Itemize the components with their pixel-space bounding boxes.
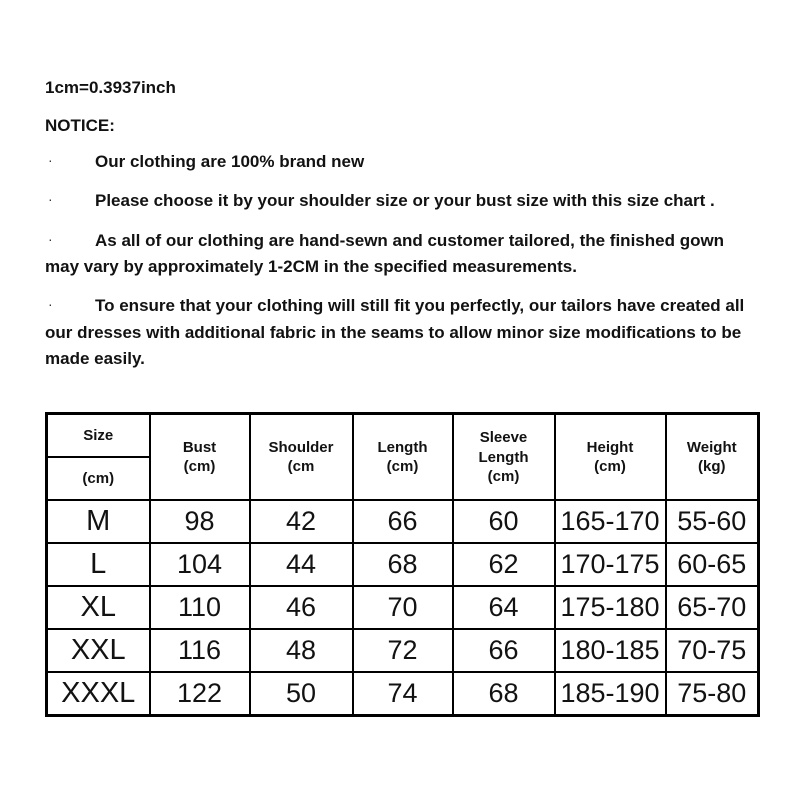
cell-height: 185-190 — [555, 672, 666, 716]
cell-length: 68 — [353, 543, 453, 586]
table-row — [47, 500, 759, 543]
bullet-icon: · — [48, 230, 53, 247]
cell-sleeve: 60 — [453, 500, 555, 543]
notice-title: NOTICE: — [45, 116, 115, 135]
cell-bust: 98 — [150, 500, 250, 543]
bullet-icon: · — [48, 152, 53, 168]
table-header-row — [47, 414, 759, 501]
cell-size: XXL — [47, 629, 150, 672]
cell-sleeve: 62 — [453, 543, 555, 586]
notice-item-text: Please choose it by your shoulder size or your bust size with this size chart . — [95, 191, 715, 211]
cell-weight: 55-60 — [666, 500, 759, 543]
table-row — [47, 586, 759, 629]
column-header-length: Length (cm) — [353, 414, 453, 501]
cell-weight: 75-80 — [666, 672, 759, 716]
conversion-note: 1cm=0.3937inch — [45, 78, 176, 97]
table-row — [47, 629, 759, 672]
cell-size: M — [47, 500, 150, 543]
cell-height: 170-175 — [555, 543, 666, 586]
cell-size: XL — [47, 586, 150, 629]
size-chart-table — [45, 412, 760, 717]
cell-bust: 122 — [150, 672, 250, 716]
notice-item — [45, 293, 758, 372]
column-header-sleeve-length: Sleeve Length (cm) — [453, 414, 555, 501]
cell-sleeve: 66 — [453, 629, 555, 672]
notice-item — [45, 228, 758, 281]
cell-shoulder: 42 — [250, 500, 353, 543]
cell-shoulder: 50 — [250, 672, 353, 716]
cell-bust: 110 — [150, 586, 250, 629]
cell-height: 180-185 — [555, 629, 666, 672]
cell-shoulder: 46 — [250, 586, 353, 629]
column-header-size-label: Size — [48, 415, 149, 458]
bullet-icon: · — [48, 296, 53, 313]
column-header-weight: Weight (kg) — [666, 414, 759, 501]
cell-size: XXXL — [47, 672, 150, 716]
cell-length: 66 — [353, 500, 453, 543]
column-header-height: Height (cm) — [555, 414, 666, 501]
table-row — [47, 543, 759, 586]
cell-height: 165-170 — [555, 500, 666, 543]
column-header-size-unit: (cm) — [82, 470, 115, 488]
column-header-size — [47, 414, 150, 501]
cell-length: 70 — [353, 586, 453, 629]
cell-sleeve: 64 — [453, 586, 555, 629]
cell-size: L — [47, 543, 150, 586]
notice-item-text: As all of our clothing are hand-sewn and customer tailored, the finished gown may vary by approximately 1-2CM in the specified measurements. — [45, 230, 725, 277]
cell-shoulder: 44 — [250, 543, 353, 586]
cell-weight: 65-70 — [666, 586, 759, 629]
cell-length: 74 — [353, 672, 453, 716]
cell-bust: 104 — [150, 543, 250, 586]
column-header-bust: Bust (cm) — [150, 414, 250, 501]
cell-shoulder: 48 — [250, 629, 353, 672]
cell-height: 175-180 — [555, 586, 666, 629]
notice-item — [45, 188, 758, 214]
cell-length: 72 — [353, 629, 453, 672]
cell-sleeve: 68 — [453, 672, 555, 716]
notice-item-text: To ensure that your clothing will still fit you perfectly, our tailors have created all our dresses with additional fabric in the seams to allow minor size modifications to be made easily. — [45, 296, 745, 369]
cell-weight: 60-65 — [666, 543, 759, 586]
cell-weight: 70-75 — [666, 629, 759, 672]
notice-item — [45, 149, 758, 175]
table-row — [47, 672, 759, 716]
notice-item-text: Our clothing are 100% brand new — [95, 152, 365, 171]
column-header-shoulder: Shoulder (cm — [250, 414, 353, 501]
bullet-icon: · — [48, 191, 53, 208]
cell-bust: 116 — [150, 629, 250, 672]
